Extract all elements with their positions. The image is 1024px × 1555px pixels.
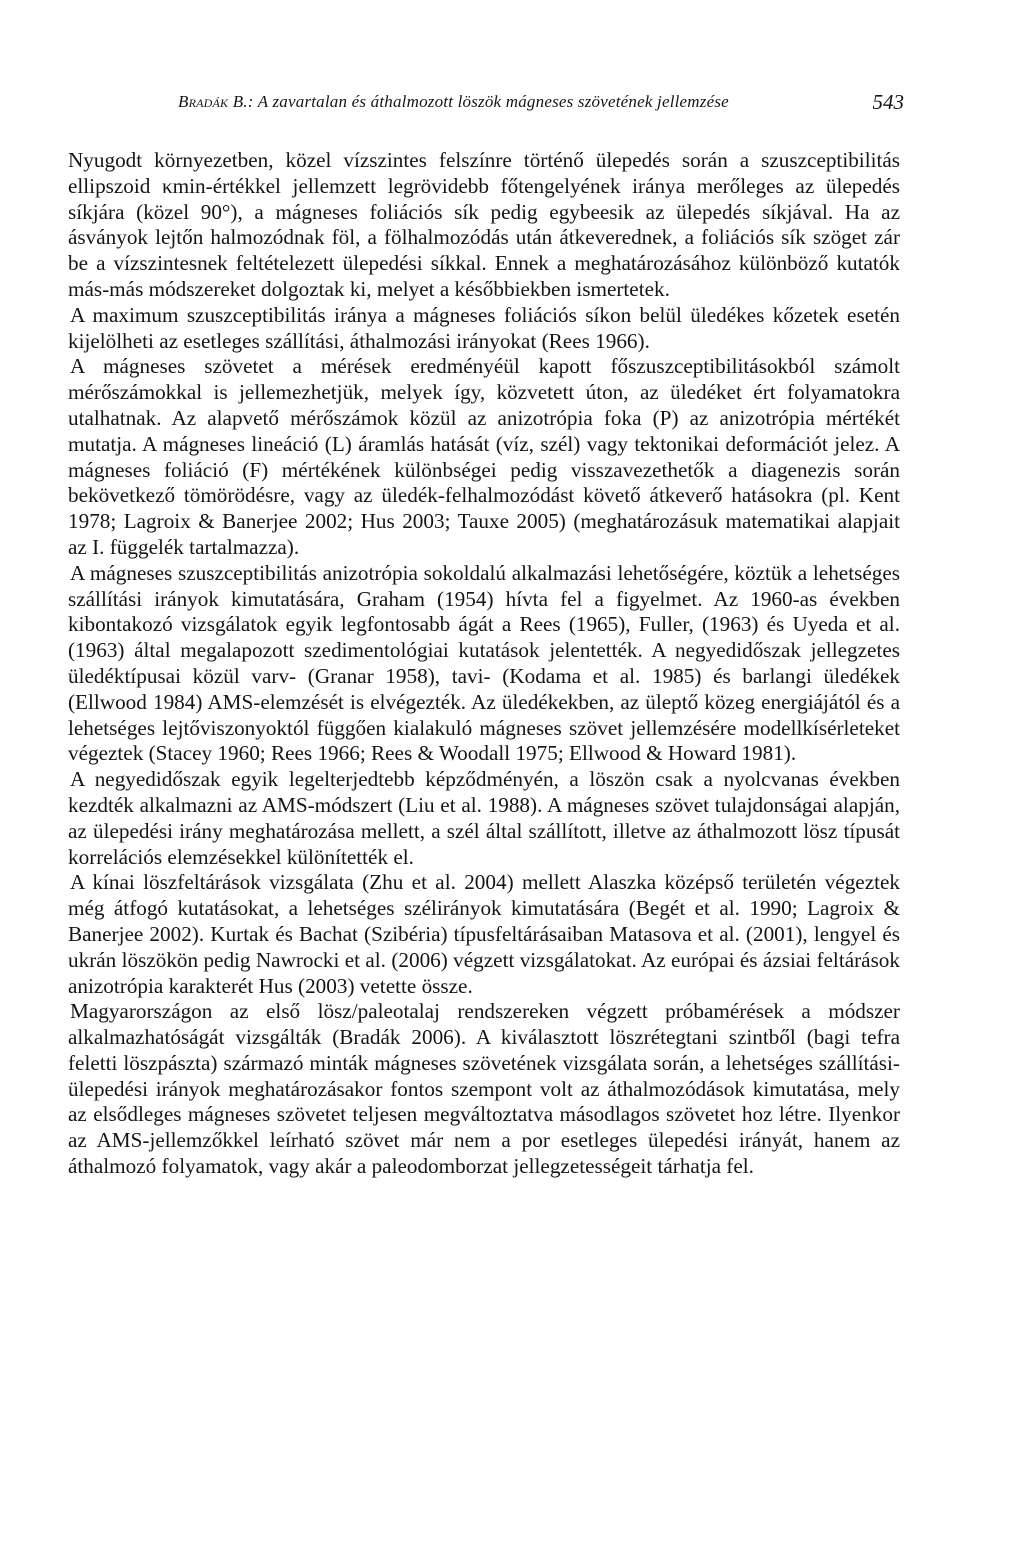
running-header: [178, 87, 904, 117]
header-author: Bradák B.: [178, 92, 248, 111]
paragraph-5: A negyedidőszak egyik legelterjedtebb képződményén, a löszön csak a nyolcvanas években kezdték alkalmazni az AMS-módszert (Liu et al. 1988). A mágneses szövet tulajdonságai alapján, az ülepedési irány meghatározása mellett, a szél által szállított, illetve az áthalmozott lösz típusát korrelációs elemzésekkel különítették el.: [68, 767, 900, 869]
paragraph-6: A kínai löszfeltárások vizsgálata (Zhu et al. 2004) mellett Alaszka középső területén végeztek még átfogó kutatásokat, a lehetséges szélirányok kimutatására (Begét et al. 1990; Lagroix & Banerjee 2002). Kurtak és Bachat (Szibéria) típusfeltárásaiban Matasova et al. (2001), lengyel és ukrán löszökön pedig Nawrocki et al. (2006) végzett vizsgálatokat. Az európai és ázsiai feltárások anizotrópia karakterét Hus (2003) vetette össze.: [68, 870, 900, 998]
body-text: [68, 148, 900, 1180]
header-title-line: Bradák B.: A zavartalan és áthalmozott löszök mágneses szövetének jellemzése: [178, 92, 729, 111]
paragraph-3: A mágneses szövetet a mérések eredményéül kapott főszuszceptibilitásokból számolt mérőszámokkal is jellemezhetjük, melyek így, közvetett úton, az üledéket ért folyamatokra utalhatnak. Az alapvető mérőszámok közül az anizotrópia foka (P) az anizotrópia mértékét mutatja. A mágneses lineáció (L) áramlás hatását (víz, szél) vagy tektonikai deformációt jelez. A mágneses foliáció (F) mértékének különbségei pedig visszavezethetők a diagenezis során bekövetkező tömörödésre, vagy az üledék-felhalmozódást követő átkeverő hatásokra (pl. Kent 1978; Lagroix & Banerjee 2002; Hus 2003; Tauxe 2005) (meghatározásuk matematikai alapjait az I. függelék tartalmazza).: [68, 354, 900, 559]
paragraph-1: Nyugodt környezetben, közel vízszintes felszínre történő ülepedés során a szuszceptibilitás ellipszoid κmin-értékkel jellemzett legrövidebb főtengelyének iránya merőleges az ülepedés síkjára (közel 90°), a mágneses foliációs sík pedig egybeesik az ülepedés síkjával. Ha az ásványok lejtőn halmozódnak föl, a fölhalmozódás után átkeverednek, a foliációs sík szöget zár be a vízszintesnek feltételezett ülepedési síkkal. Ennek a meghatározásához különböző kutatók más-más módszereket dolgoztak ki, melyet a későbbiekben ismertetek.: [68, 148, 900, 301]
paragraph-7: Magyarországon az első lösz/paleotalaj rendszereken végzett próbamérések a módszer alkalmazhatóságát vizsgálták (Bradák 2006). A kiválasztott löszrétegtani szintből (bagi tefra feletti löszpászta) származó minták mágneses szövetének vizsgálata során, a lehetséges szállítási-ülepedési irányok meghatározásakor fontos szempont volt az áthalmozódások kimutatása, mely az elsődleges mágneses szövetet teljesen megváltoztatva másodlagos szövetet hoz létre. Ilyenkor az AMS-jellemzőkkel leírható szövet már nem a por esetleges ülepedési irányát, hanem az áthalmozó folyamatok, vagy akár a paleodomborzat jellegzetességeit tárhatja fel.: [68, 999, 900, 1179]
header-title: A zavartalan és áthalmozott löszök mágneses szövetének jellemzése: [257, 92, 729, 111]
paragraph-2: A maximum szuszceptibilitás iránya a mágneses foliációs síkon belül üledékes kőzetek esetén kijelölheti az esetleges szállítási, áthalmozási irányokat (Rees 1966).: [68, 302, 900, 353]
page-number: 543: [872, 90, 904, 114]
paragraph-4: A mágneses szuszceptibilitás anizotrópia sokoldalú alkalmazási lehetőségére, köztük a lehetséges szállítási irányok kimutatására, Graham (1954) hívta fel a figyelmet. Az 1960-as években kibontakozó vizsgálatok egyik legfontosabb ágát a Rees (1965), Fuller, (1963) és Uyeda et al. (1963) által megalapozott szedimentológiai kutatások jelentették. A negyedidőszak jellegzetes üledéktípusai közül varv- (Granar 1958), tavi- (Kodama et al. 1985) és barlangi üledékek (Ellwood 1984) AMS-elemzését is elvégezték. Az üledékekben, az üleptő közeg energiájától és a lehetséges lejtőviszonyoktól függően kialakuló mágneses szövet jellemzésére modellkísérleteket végeztek (Stacey 1960; Rees 1966; Rees & Woodall 1975; Ellwood & Howard 1981).: [68, 560, 900, 766]
